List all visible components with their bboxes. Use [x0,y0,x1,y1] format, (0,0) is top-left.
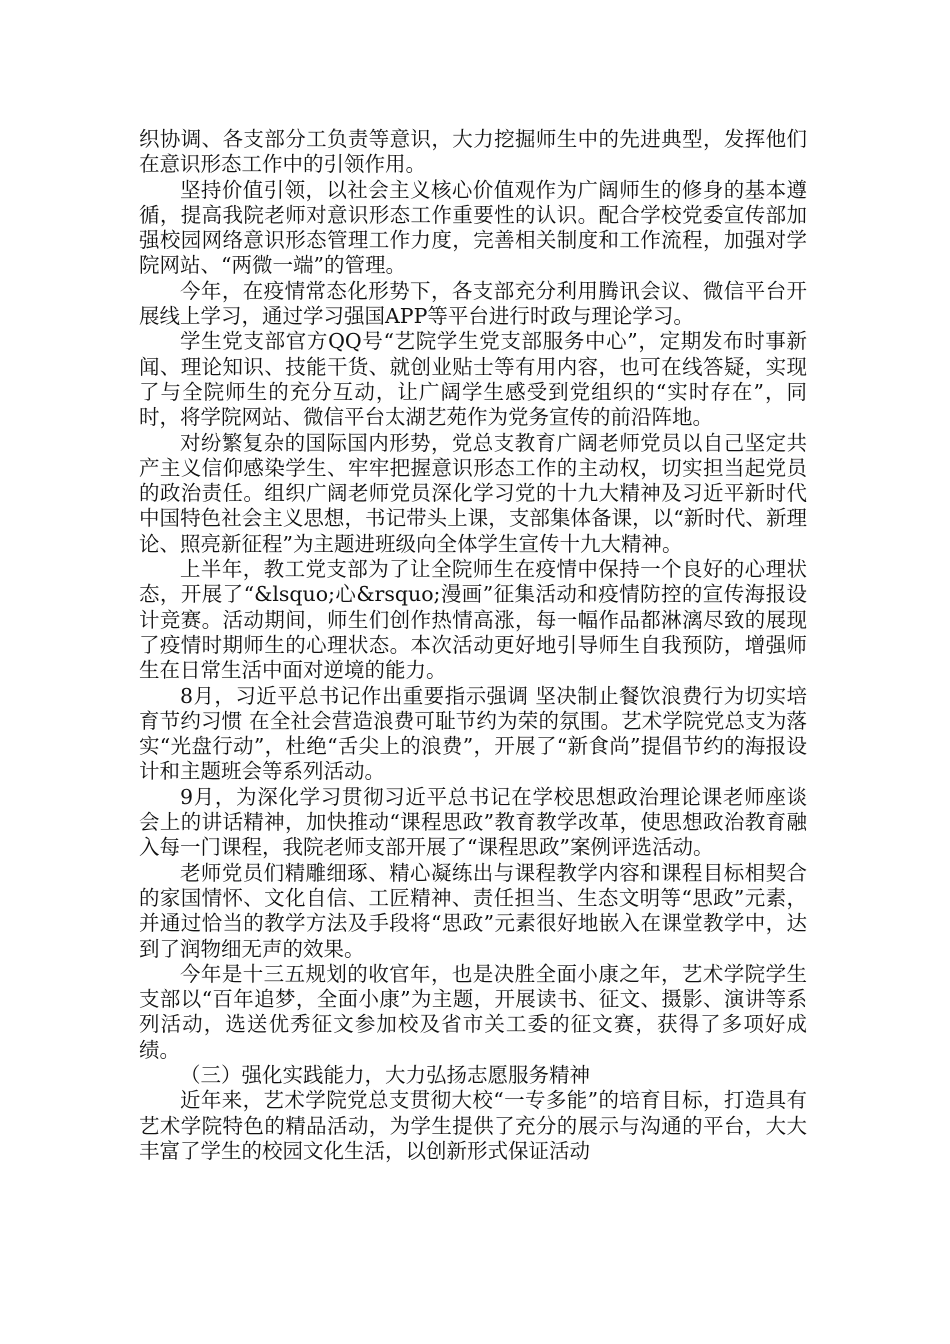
paragraph-continuation: 织协调、各支部分工负责等意识，大力挖掘师生中的先进典型，发挥他们在意识形态工作中的引领作用。 [139,127,807,177]
paragraph-value-guidance: 坚持价值引领，以社会主义核心价值观作为广阔师生的修身的基本遵循，提高我院老师对意识形态工作重要性的认识。配合学校党委宣传部加强校园网络意识形态管理工作力度，完善相关制度和工作流程，加强对学院网站、“两微一端”的管理。 [139,177,807,278]
paragraph-qq-service-center: 学生党支部官方QQ号“艺院学生党支部服务中心”，定期发布时事新闻、理论知识、技能干货、就创业贴士等有用内容，也可在线答疑，实现了与全院师生的充分互动，让广阔学生感受到党组织的“实时存在”，同时，将学院网站、微信平台太湖艺苑作为党务宣传的前沿阵地。 [139,329,807,430]
section-heading-practice: （三）强化实践能力，大力弘扬志愿服务精神 [180,1062,590,1087]
paragraph-first-half-year: 上半年，教工党支部为了让全院师生在疫情中保持一个良好的心理状态，开展了“&lsquo;心&rsquo;漫画”征集活动和疫情防控的宣传海报设计竞赛。活动期间，师生们创作热情高涨，每一幅作品都淋漓尽致的展现了疫情时期师生的心理状态。本次活动更好地引导师生自我预防，增强师生在日常生活中面对逆境的能力。 [139,557,807,683]
paragraph-august: 8月，习近平总书记作出重要指示强调 坚决制止餐饮浪费行为切实培育节约习惯 在全社会营造浪费可耻节约为荣的氛围。艺术学院党总支为落实“光盘行动”，杜绝“舌尖上的浪费”，开展了“新食尚”提倡节约的海报设计和主题班会等系列活动。 [139,683,807,784]
paragraph-this-year: 今年是十三五规划的收官年，也是决胜全面小康之年，艺术学院学生支部以“百年追梦，全面小康”为主题，开展读书、征文、摄影、演讲等系列活动，选送优秀征文参加校及省市关工委的征文赛，获得了多项好成绩。 [139,961,807,1062]
paragraph-online-study: 今年，在疫情常态化形势下，各支部充分利用腾讯会议、微信平台开展线上学习，通过学习强国APP等平台进行时政与理论学习。 [139,278,807,329]
paragraph-recent-years: 近年来，艺术学院党总支贯彻大校“一专多能”的培育目标，打造具有艺术学院特色的精品活动，为学生提供了充分的展示与沟通的平台，大大丰富了学生的校园文化生活，以创新形式保证活动 [139,1088,807,1163]
paragraph-september: 9月，为深化学习贯彻习近平总书记在学校思想政治理论课老师座谈会上的讲话精神，加快推动“课程思政”教育教学改革，使思想政治教育融入每一门课程，我院老师支部开展了“课程思政”案例评选活动。 [139,784,807,860]
paragraph-party-education: 对纷繁复杂的国际国内形势，党总支教育广阔老师党员以自己坚定共产主义信仰感染学生、牢牢把握意识形态工作的主动权，切实担当起党员的政治责任。组织广阔老师党员深化学习党的十九大精神及习近平新时代中国特色社会主义思想，书记带头上课，支部集体备课，以“新时代、新理论、照亮新征程”为主题进班级向全体学生宣传十九大精神。 [139,430,807,556]
paragraph-teacher-members: 老师党员们精雕细琢、精心凝练出与课程教学内容和课程目标相契合的家国情怀、文化自信、工匠精神、责任担当、生态文明等“思政”元素，并通过恰当的教学方法及手段将“思政”元素很好地嵌入在课堂教学中，达到了润物细无声的效果。 [139,860,807,961]
document-body [139,127,807,1164]
